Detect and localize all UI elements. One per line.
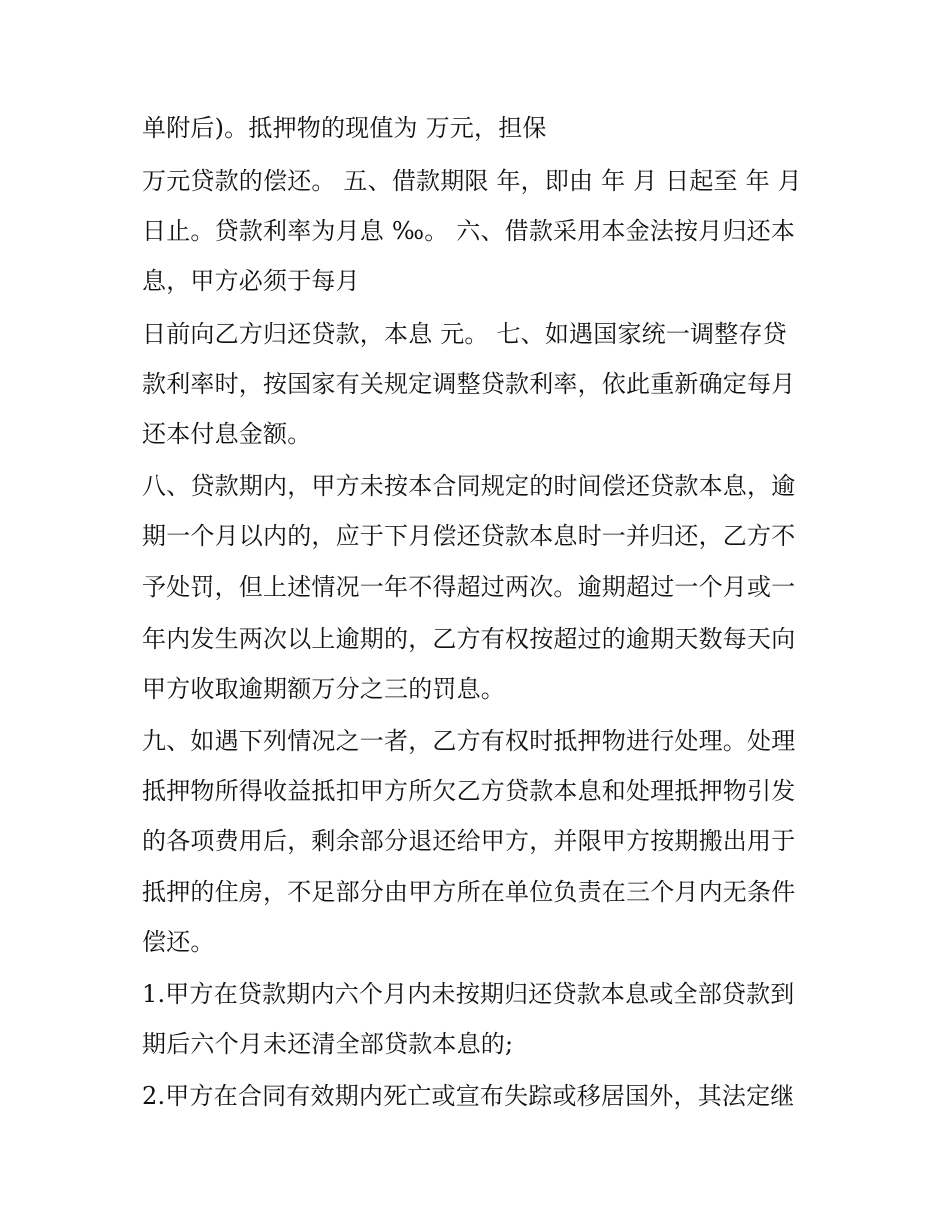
text-line: 予处罚，但上述情况一年不得超过两次。逾期超过一个月或一 bbox=[142, 573, 796, 601]
text-line: 八、贷款期内，甲方未按本合同规定的时间偿还贷款本息，逾 bbox=[142, 472, 796, 500]
text-line: 1.甲方在贷款期内六个月内未按期归还贷款本息或全部贷款到 bbox=[142, 980, 795, 1008]
text-line: 日前向乙方归还贷款，本息 元。 七、如遇国家统一调整存贷 bbox=[142, 320, 787, 348]
text-line: 的各项费用后，剩余部分退还给甲方，并限甲方按期搬出用于 bbox=[142, 827, 796, 855]
text-line: 日止。贷款利率为月息 ‰。 六、借款采用本金法按月归还本 bbox=[142, 217, 796, 245]
text-line: 息，甲方必须于每月 bbox=[142, 267, 360, 295]
text-line: 期后六个月未还清全部贷款本息的; bbox=[142, 1030, 514, 1058]
text-line: 甲方收取逾期额万分之三的罚息。 bbox=[142, 675, 505, 703]
text-line: 期一个月以内的，应于下月偿还贷款本息时一并归还，乙方不 bbox=[142, 522, 796, 550]
text-line: 款利率时，按国家有关规定调整贷款利率，依此重新确定每月 bbox=[142, 370, 796, 398]
text-line: 单附后)。抵押物的现值为 万元，担保 bbox=[142, 114, 547, 142]
text-line: 偿还。 bbox=[142, 928, 215, 956]
text-line: 抵押的住房，不足部分由甲方所在单位负责在三个月内无条件 bbox=[142, 878, 796, 906]
text-line: 九、如遇下列情况之一者，乙方有权时抵押物进行处理。处理 bbox=[142, 727, 796, 755]
text-line: 年内发生两次以上逾期的，乙方有权按超过的逾期天数每天向 bbox=[142, 625, 796, 653]
text-line: 抵押物所得收益抵扣甲方所欠乙方贷款本息和处理抵押物引发 bbox=[142, 777, 796, 805]
text-line: 万元贷款的偿还。 五、借款期限 年，即由 年 月 日起至 年 月 bbox=[142, 167, 802, 195]
text-line: 2.甲方在合同有效期内死亡或宣布失踪或移居国外，其法定继 bbox=[142, 1082, 795, 1110]
text-line: 还本付息金额。 bbox=[142, 420, 312, 448]
